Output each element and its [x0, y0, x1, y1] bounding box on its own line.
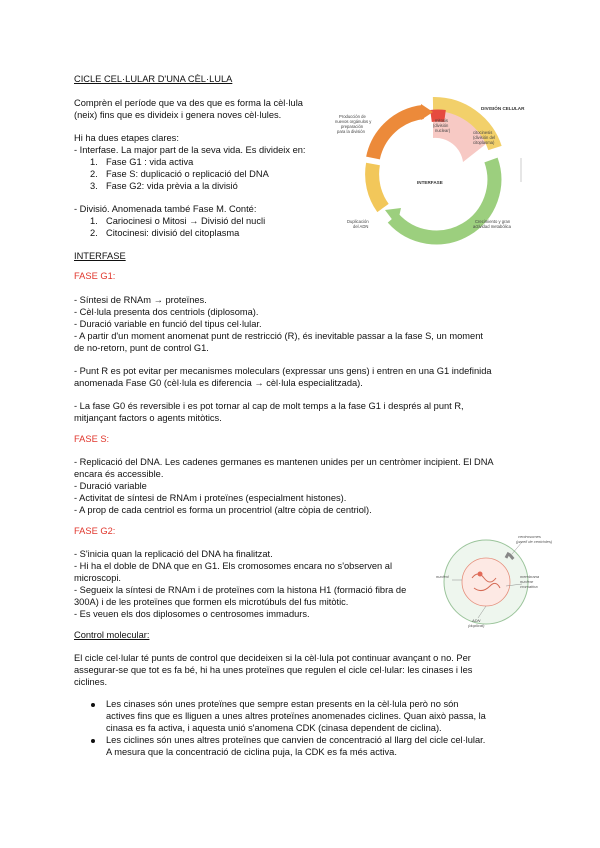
label-interfase: INTERFASE: [417, 180, 443, 185]
s-heading: FASE S:: [74, 434, 110, 444]
nucleus: [462, 558, 510, 606]
g1-line: mitjançant factors o agents mitòtics.: [74, 413, 222, 423]
g2-line: - Hi ha el doble de DNA que en G1. Els cromosomes encara no s'observen al: [74, 561, 393, 571]
g2-line: microscopi.: [74, 573, 122, 583]
control-bullet-line: cinasa es fa activa, i aquesta unió s'anomena CDK (cinasa dependent de ciclina).: [106, 723, 442, 733]
label-production: Producción de nuevos orgánulos y preparación para la división: [335, 114, 372, 134]
g1-line: anomenada Fase G0 (cèl·lula es diferencia → cèl·lula especialitzada).: [74, 378, 363, 388]
stage-num: 2.: [90, 169, 98, 179]
interfase-line: - Interfase. La major part de la seva vida. Es divideix en:: [74, 145, 306, 155]
g2-line: 300A) i de les proteïnes que formen els microtúbuls del fus mitòtic.: [74, 597, 349, 607]
stage-text: Fase S: duplicació o replicació del DNA: [106, 169, 269, 179]
g2-line: - Segueix la síntesi de RNAm i de proteïnes com la histona H1 (formació fibra de: [74, 585, 407, 595]
stage-text: Fase G1 : vida activa: [106, 157, 194, 167]
g1-line: - Cèl·lula presenta dos centriols (diplosoma).: [74, 307, 259, 317]
control-line: El cicle cel·lular té punts de control que decideixen si la cèl·lula pot continuar avançant o no. Per: [74, 653, 471, 663]
label-crecimiento: Crecimiento y gran actividad metabólica: [473, 219, 511, 229]
control-bullet-line: Les cinases són unes proteïnes que sempre estan presents en la cèl·lula però no són: [106, 699, 459, 709]
control-heading: Control molecular:: [74, 630, 150, 640]
stage-text: Fase G2: vida prèvia a la divisió: [106, 181, 238, 191]
label-adn: ADN (duplicat): [468, 618, 485, 628]
g1-line: - Duració variable en funció del tipus cel·lular.: [74, 319, 262, 329]
bullet: [91, 739, 95, 743]
g2-arrow: [421, 104, 433, 120]
g1-line: - Síntesi de RNAm → proteïnes.: [74, 295, 207, 305]
control-bullet-line: A mesura que la concentració de ciclina puja, la CDK es fa més activa.: [106, 747, 397, 757]
control-bullet-line: Les ciclines són unes altres proteïnes que canvien de concentració al llarg del cicle cel·lular.: [106, 735, 486, 745]
g2-heading: FASE G2:: [74, 526, 116, 536]
s-line: - Duració variable: [74, 481, 147, 491]
label-duplicacion: Duplicación del ADN: [347, 219, 369, 229]
bullet: [91, 703, 95, 707]
control-bullet-line: actives fins que es lliguen a unes altres proteïnes anomenades ciclines. Quan això passa, la: [106, 711, 486, 721]
stage-num: 1.: [90, 157, 98, 167]
division-line: - Divisió. Anomenada també Fase M. Conté:: [74, 204, 257, 214]
g1-line: - La fase G0 és reversible i es pot tornar al cap de molt temps a la fase G1 i després al punt R,: [74, 401, 464, 411]
division-num: 2.: [90, 228, 98, 238]
label-mitosis: mitosis (división nuclear): [433, 118, 451, 133]
intro-line: Comprèn el període que va des que es forma la cèl·lula: [74, 98, 303, 108]
label-citocinesis: citocinesis (división del citoplasma): [473, 130, 496, 145]
label-membrana: membrana nuclear cromatina: [520, 574, 540, 589]
g1-line: - A partir d'un moment anomenat punt de restricció (R), és inevitable passar a la fase S, un moment: [74, 331, 483, 341]
g2-cell-illustration: [436, 530, 553, 630]
s-line: - Activitat de síntesi de RNAm i proteïnes (especialment histones).: [74, 493, 347, 503]
g1-line: - Punt R es pot evitar per mecanismes moleculars (expressar uns gens) i entren en una G1 indefinida: [74, 366, 492, 376]
s-line: encara és accessible.: [74, 469, 164, 479]
control-line: assegurar-se que tot es fa bé, hi ha unes proteïnes que regulen el cicle cel·lular: les cinases i les: [74, 665, 473, 675]
s-line: - A prop de cada centriol es forma un procentriol (altre còpia de centriol).: [74, 505, 372, 515]
nucleolus: [478, 572, 483, 577]
stage-num: 3.: [90, 181, 98, 191]
g1-heading: FASE G1:: [74, 271, 116, 281]
s-arc: [372, 164, 383, 208]
division-text: Citocinesi: divisió del citoplasma: [106, 228, 240, 238]
g1-line: de no-retorn, punt de control G1.: [74, 343, 209, 353]
g2-line: - S'inicia quan la replicació del DNA ha finalitzat.: [74, 549, 273, 559]
page-title: CICLE CEL·LULAR D'UNA CÈL·LULA: [74, 74, 233, 84]
label-centrosomes: centrosomes (parell de centrioles): [516, 534, 553, 544]
intro-line: Hi ha dues etapes clares:: [74, 133, 179, 143]
g2-line: - Es veuen els dos diplosomes o centrosomes immadurs.: [74, 609, 310, 619]
s-line: - Replicació del DNA. Les cadenes germanes es mantenen unides per un centròmer incipient. El DNA: [74, 457, 494, 467]
interfase-heading: INTERFASE: [74, 251, 126, 261]
label-division: DIVISIÓN CELULAR: [481, 106, 525, 111]
control-line: ciclines.: [74, 677, 108, 687]
g2-arc: [373, 112, 423, 158]
division-text: Cariocinesi o Mitosi → Divisió del nucli: [106, 216, 266, 226]
label-nucleol: nucleol: [436, 574, 449, 579]
cell-cycle-diagram: [333, 98, 533, 238]
division-num: 1.: [90, 216, 98, 226]
intro-line: (neix) fins que es divideix i genera noves cèl·lules.: [74, 110, 282, 120]
